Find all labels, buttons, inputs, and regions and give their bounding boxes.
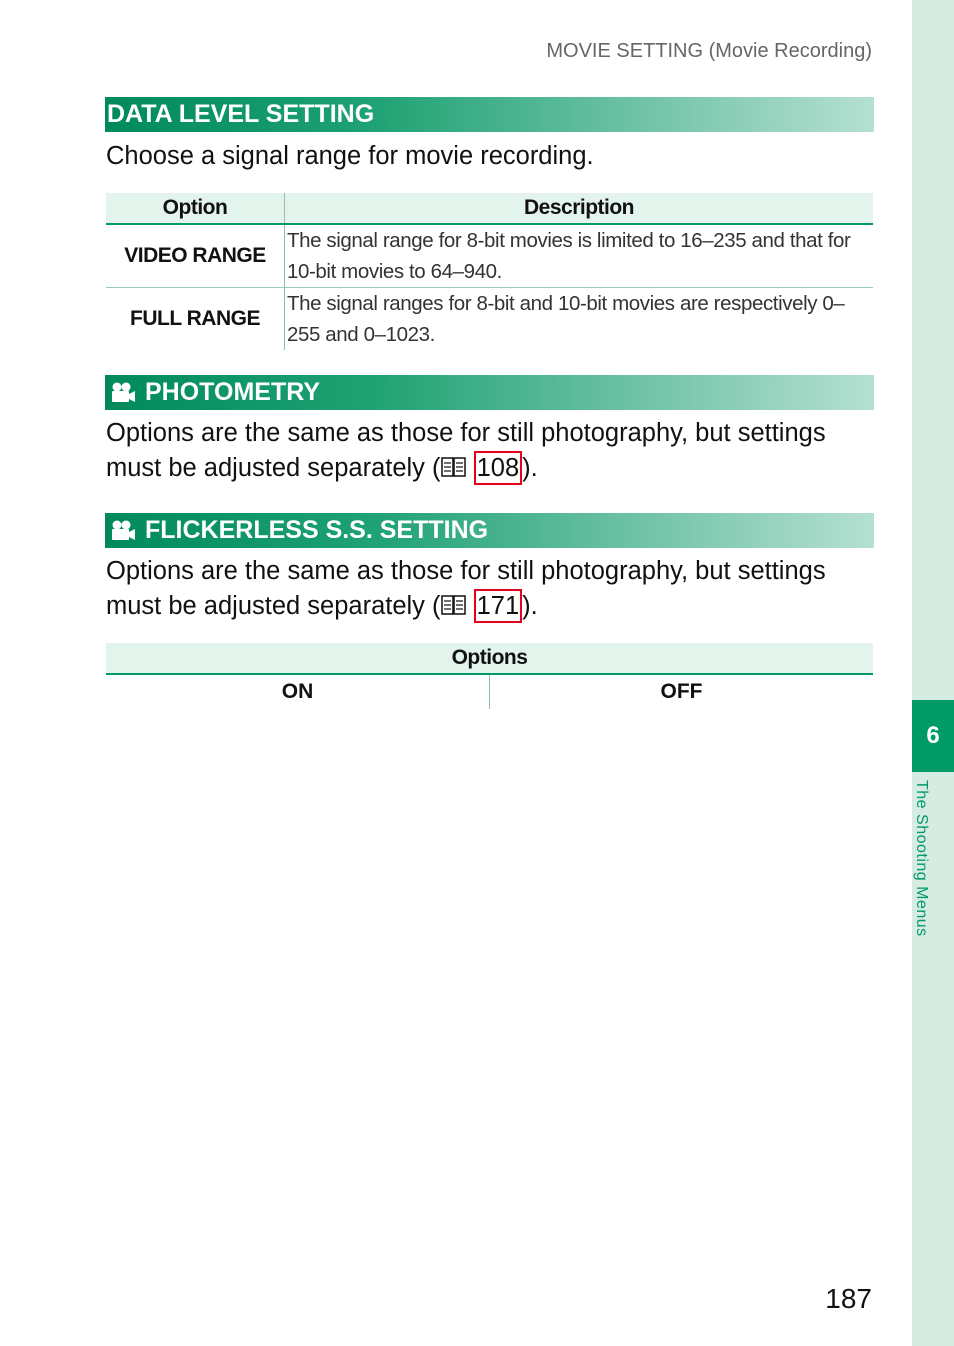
section-title: DATA LEVEL SETTING (107, 100, 375, 128)
table-row (106, 674, 873, 709)
body-text: ). (522, 592, 538, 620)
body-text: Options are the same as those for still photography, but settings must be adjusted separately ( (106, 419, 826, 482)
flickerless-text (106, 554, 874, 624)
data-level-table (106, 193, 873, 350)
page-reference-link[interactable]: 171 (474, 589, 523, 623)
body-text: Options are the same as those for still photography, but settings must be adjusted separately ( (106, 557, 826, 620)
table-row (106, 288, 873, 351)
column-header-option: Option (106, 193, 285, 224)
option-on: ON (106, 674, 490, 709)
page-reference-link[interactable]: 108 (474, 451, 523, 485)
section-title: FLICKERLESS S.S. SETTING (145, 516, 489, 544)
chapter-number-tab[interactable] (912, 700, 954, 772)
option-description: The signal range for 8-bit movies is limited to 16–235 and that for 10-bit movies to 64–940. (285, 224, 874, 288)
column-header-options: Options (106, 643, 873, 674)
option-name: VIDEO RANGE (106, 224, 285, 288)
section-heading-photometry (105, 375, 874, 410)
book-reference-icon (441, 594, 467, 616)
chapter-number: 6 (926, 722, 940, 749)
column-header-description: Description (285, 193, 874, 224)
section-title: PHOTOMETRY (145, 378, 321, 406)
photometry-text (106, 416, 874, 486)
section-heading-flickerless (105, 513, 874, 548)
option-off: OFF (660, 680, 703, 703)
chapter-title: The Shooting Menus (913, 780, 930, 937)
page-number: 187 (825, 1283, 872, 1314)
option-description: The signal ranges for 8-bit and 10-bit movies are respectively 0–255 and 0–1023. (287, 292, 845, 346)
book-reference-icon (441, 456, 467, 478)
section-heading-data-level (105, 97, 874, 132)
running-header: MOVIE SETTING (Movie Recording) (546, 40, 872, 62)
flickerless-options-table (106, 643, 873, 709)
table-row (106, 224, 873, 288)
chapter-side-tab (912, 0, 954, 1346)
movie-camera-icon (109, 519, 137, 543)
body-text: ). (522, 454, 538, 482)
option-name: FULL RANGE (106, 288, 285, 351)
data-level-intro: Choose a signal range for movie recording. (106, 142, 594, 170)
movie-camera-icon (109, 381, 137, 405)
